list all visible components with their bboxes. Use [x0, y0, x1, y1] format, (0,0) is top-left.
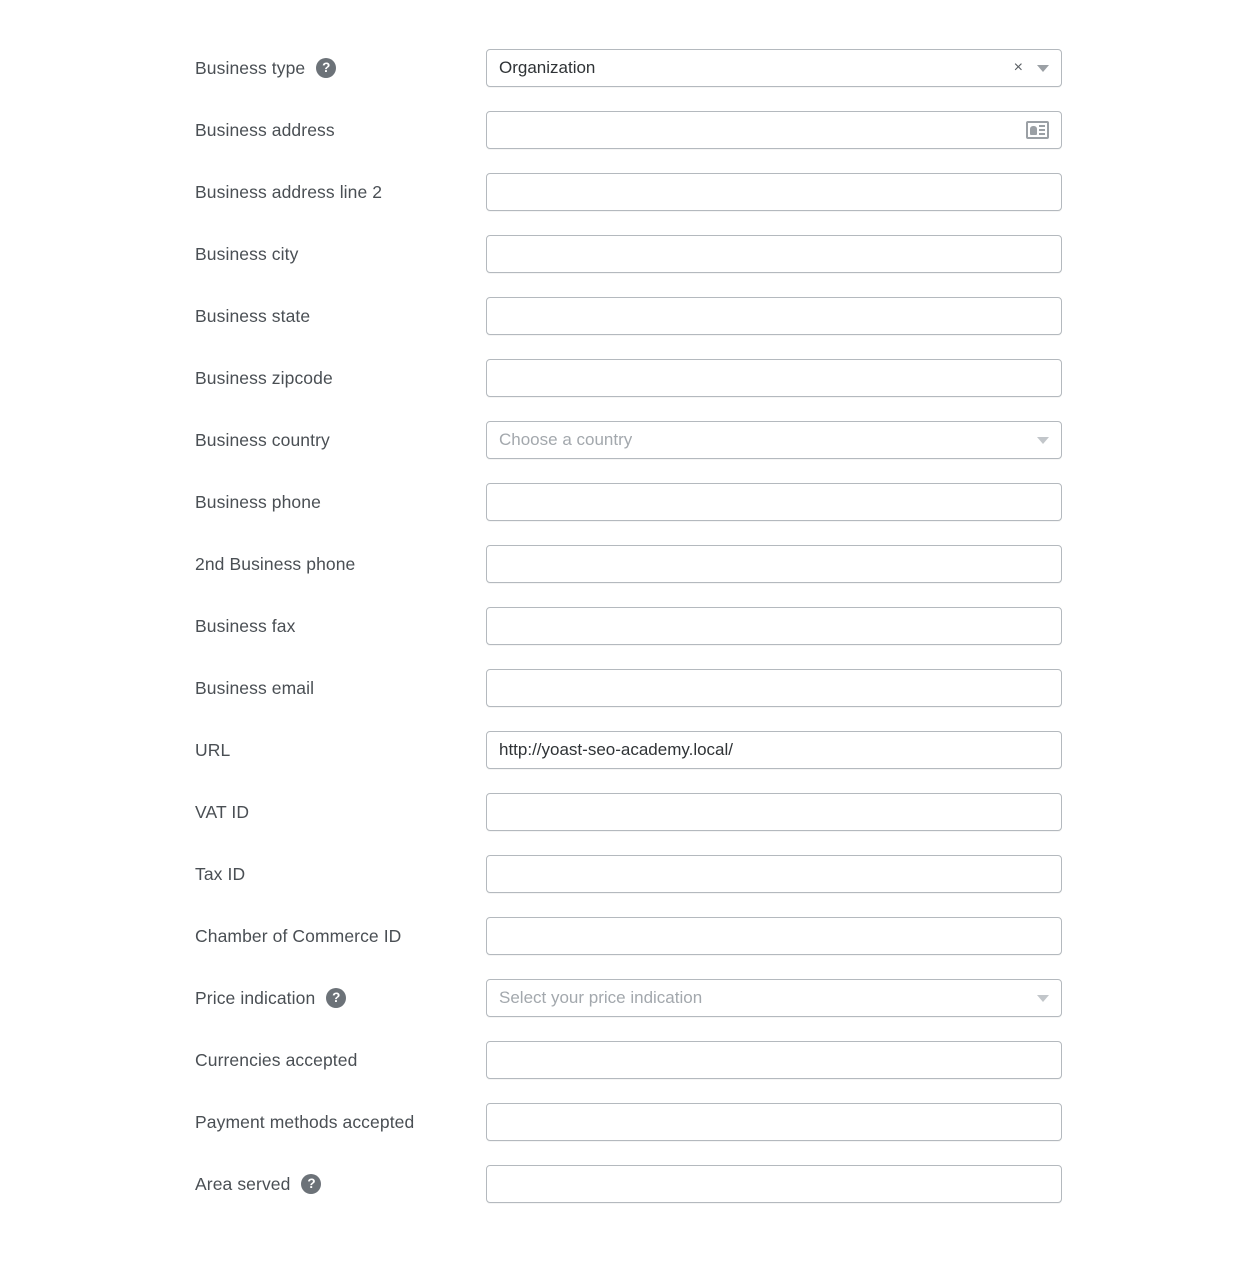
input-business-address[interactable]	[486, 111, 1062, 149]
address-card-person-glyph	[1030, 126, 1037, 135]
field-cell-business-state	[486, 297, 1062, 335]
label-cell-vat-id	[0, 802, 292, 823]
field-cell-url	[486, 731, 1062, 769]
field-label-business-phone: Business phone	[195, 491, 321, 512]
field-label-price-indication: Price indication	[195, 987, 316, 1008]
form-row-url	[0, 728, 1236, 772]
field-cell-business-fax	[486, 607, 1062, 645]
clear-icon[interactable]: ×	[1013, 59, 1023, 76]
form-row-business-city	[0, 232, 1236, 276]
help-icon-glyph: ?	[307, 1175, 316, 1191]
field-cell-business-address-line-2	[486, 173, 1062, 211]
field-label-business-zipcode: Business zipcode	[195, 367, 333, 388]
field-cell-tax-id	[486, 855, 1062, 893]
field-cell-chamber-of-commerce-id	[486, 917, 1062, 955]
form-row-payment-methods-accepted	[0, 1100, 1236, 1144]
label-cell-business-fax	[0, 615, 296, 637]
field-label-2nd-business-phone: 2nd Business phone	[195, 553, 356, 574]
form-row-business-fax	[0, 604, 1236, 648]
field-cell-business-country	[486, 421, 1062, 459]
field-label-business-email: Business email	[195, 677, 315, 698]
label-cell-url	[0, 740, 292, 761]
form-row-tax-id	[0, 852, 1236, 896]
field-label-area-served: Area served	[195, 1173, 291, 1194]
input-payment-methods-accepted[interactable]	[486, 1103, 1062, 1141]
form-row-2nd-business-phone	[0, 542, 1236, 586]
form-row-vat-id	[0, 790, 1236, 834]
input-business-zipcode[interactable]	[486, 359, 1062, 397]
label-cell-area-served	[0, 1173, 316, 1195]
label-cell-payment-methods-accepted	[0, 1111, 415, 1133]
label-cell-business-address-line-2	[0, 181, 383, 203]
select-business-type[interactable]	[486, 49, 1062, 87]
field-adornments-business-address	[1016, 121, 1049, 139]
label-cell-business-email	[0, 677, 315, 699]
form-row-chamber-of-commerce-id	[0, 914, 1236, 958]
label-cell-business-country	[0, 429, 330, 451]
label-cell-business-phone	[0, 491, 321, 513]
field-label-business-state: Business state	[195, 305, 311, 326]
field-label-business-city: Business city	[195, 243, 299, 264]
input-vat-id[interactable]	[486, 793, 1062, 831]
field-cell-business-type	[486, 49, 1062, 87]
field-label-payment-methods-accepted: Payment methods accepted	[195, 1111, 415, 1132]
label-cell-tax-id	[0, 864, 292, 885]
form-row-area-served	[0, 1162, 1236, 1206]
input-business-fax[interactable]	[486, 607, 1062, 645]
input-business-email[interactable]	[486, 669, 1062, 707]
input-2nd-business-phone[interactable]	[486, 545, 1062, 583]
label-cell-chamber-of-commerce-id	[0, 925, 402, 947]
input-business-city[interactable]	[486, 235, 1062, 273]
field-adornments-business-country	[1027, 437, 1049, 444]
field-cell-vat-id	[486, 793, 1062, 831]
field-cell-area-served	[486, 1165, 1062, 1203]
label-cell-business-zipcode	[0, 367, 333, 389]
field-cell-currencies-accepted	[486, 1041, 1062, 1079]
form-row-business-email	[0, 666, 1236, 710]
form-row-business-phone	[0, 480, 1236, 524]
form-row-business-state	[0, 294, 1236, 338]
field-label-tax-id: Tax ID	[195, 863, 246, 884]
help-icon-glyph: ?	[332, 989, 341, 1005]
chevron-down-icon[interactable]	[1037, 65, 1049, 72]
input-chamber-of-commerce-id[interactable]	[486, 917, 1062, 955]
field-value-price-indication: Select your price indication	[499, 987, 703, 1007]
label-cell-business-state	[0, 305, 311, 327]
form-row-currencies-accepted	[0, 1038, 1236, 1082]
input-url[interactable]	[486, 731, 1062, 769]
field-label-vat-id: VAT ID	[195, 801, 250, 822]
field-label-url: URL	[195, 739, 231, 760]
field-cell-price-indication	[486, 979, 1062, 1017]
label-cell-business-address	[0, 119, 335, 141]
help-icon[interactable]	[316, 58, 336, 78]
label-cell-2nd-business-phone	[0, 553, 356, 575]
field-label-business-type: Business type	[195, 57, 306, 78]
field-label-business-country: Business country	[195, 429, 330, 450]
label-cell-currencies-accepted	[0, 1049, 358, 1071]
field-cell-2nd-business-phone	[486, 545, 1062, 583]
field-cell-business-city	[486, 235, 1062, 273]
help-icon[interactable]	[326, 988, 346, 1008]
field-label-chamber-of-commerce-id: Chamber of Commerce ID	[195, 925, 402, 946]
chevron-down-icon[interactable]	[1037, 437, 1049, 444]
form-row-business-address	[0, 108, 1236, 152]
address-card-icon[interactable]	[1026, 121, 1049, 139]
help-icon-glyph: ?	[322, 59, 331, 75]
help-icon[interactable]	[301, 1174, 321, 1194]
input-area-served[interactable]	[486, 1165, 1062, 1203]
field-value-business-type: Organization	[499, 57, 596, 77]
field-adornments-business-type	[1004, 60, 1049, 76]
field-cell-business-email	[486, 669, 1062, 707]
address-card-lines-glyph	[1039, 125, 1045, 135]
select-business-country[interactable]	[486, 421, 1062, 459]
form-row-price-indication	[0, 976, 1236, 1020]
field-label-business-fax: Business fax	[195, 615, 296, 636]
field-cell-business-address	[486, 111, 1062, 149]
select-price-indication[interactable]	[486, 979, 1062, 1017]
field-adornments-price-indication	[1027, 995, 1049, 1002]
field-cell-business-zipcode	[486, 359, 1062, 397]
label-cell-business-type	[0, 57, 331, 79]
field-cell-business-phone	[486, 483, 1062, 521]
field-value-url: http://yoast-seo-academy.local/	[499, 739, 734, 759]
input-tax-id[interactable]	[486, 855, 1062, 893]
field-label-business-address: Business address	[195, 119, 335, 140]
input-business-address-line-2[interactable]	[486, 173, 1062, 211]
label-cell-price-indication	[0, 987, 341, 1009]
form-row-business-country	[0, 418, 1236, 462]
form-row-business-type	[0, 46, 1236, 90]
form-row-business-address-line-2	[0, 170, 1236, 214]
form-row-business-zipcode	[0, 356, 1236, 400]
input-currencies-accepted[interactable]	[486, 1041, 1062, 1079]
field-label-business-address-line-2: Business address line 2	[195, 181, 383, 202]
input-business-phone[interactable]	[486, 483, 1062, 521]
chevron-down-icon[interactable]	[1037, 995, 1049, 1002]
input-business-state[interactable]	[486, 297, 1062, 335]
field-cell-payment-methods-accepted	[486, 1103, 1062, 1141]
field-label-currencies-accepted: Currencies accepted	[195, 1049, 358, 1070]
field-value-business-country: Choose a country	[499, 429, 633, 449]
label-cell-business-city	[0, 243, 299, 265]
